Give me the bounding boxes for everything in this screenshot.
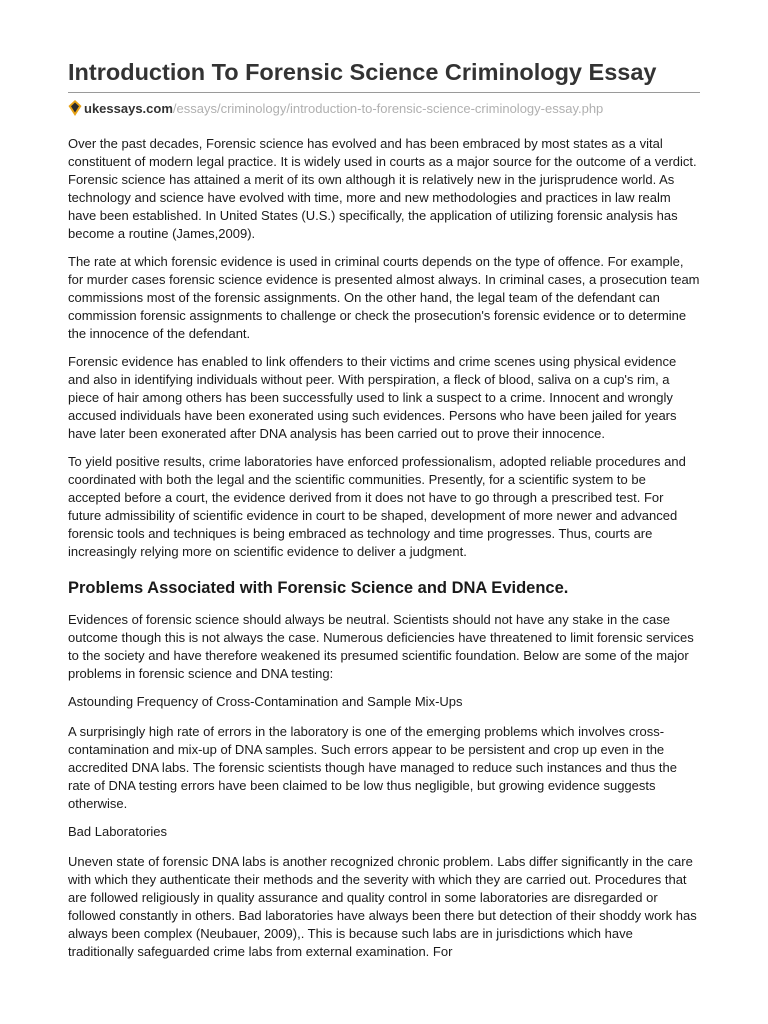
paragraph: Uneven state of forensic DNA labs is another recognized chronic problem. Labs differ significantly in the care with which they authenticate their methods and the severity with which they are carried out. Procedures that are followed religiously in quality assurance and quality control in some laboratories are disregarded or followed constantly in others. Bad laboratories have always been there but detection of their shoddy work has always been complex (Neubauer, 2009),. This is because such labs are in jurisdictions which have traditionally safeguarded crime labs from external examination. For [68,854,697,959]
paragraph: Over the past decades, Forensic science has evolved and has been embraced by most states as a vital constituent of modern legal practice. It is widely used in courts as a major source for the outcome of a verdict. Forensic science has attained a merit of its own although it is relatively new in the jurisprudence world. As technology and science have evolved with time, more and new methodologies and practices in law realm have been established. In United States (U.S.) specifically, the application of utilizing forensic analysis has become a routine (James,2009). [68,136,697,241]
paragraph: The rate at which forensic evidence is used in criminal courts depends on the type of offence. For example, for murder cases forensic science evidence is presented almost always. In criminal cases, a prosecution team commissions most of the forensic assignments. On the other hand, the legal team of the defendant can commission forensic assignments to challenge or check the prosecution's forensic evidence or to determine the innocence of the defendant. [68,254,700,341]
section-heading: Problems Associated with Forensic Science and DNA Evidence. [68,579,569,597]
title-divider [68,92,700,93]
subheading-cross-contamination: Astounding Frequency of Cross-Contamination and Sample Mix-Ups [68,694,463,709]
essay-body [68,135,700,961]
source-path[interactable]: /essays/criminology/introduction-to-forensic-science-criminology-essay.php [172,100,604,116]
ukessays-logo-icon [68,100,82,116]
essay-page [68,56,700,971]
paragraph: To yield positive results, crime laboratories have enforced professionalism, adopted reliable procedures and coordinated with both the legal and the scientific communities. Presently, for a scientific system to be accepted before a court, the evidence derived from it does not have to go through a prescribed test. For future admissibility of scientific evidence in court to be shaped, development of more newer and advanced forensic tools and techniques is being embraced as technology and time progresses. Thus, courts are increasingly relying more on scientific evidence to deliver a judgment. [68,454,686,559]
source-link[interactable] [68,99,700,117]
page-title: Introduction To Forensic Science Criminology Essay [68,59,657,85]
paragraph: Forensic evidence has enabled to link offenders to their victims and crime scenes using physical evidence and also in identifying individuals without peer. With perspiration, a fleck of blood, saliva on a cup's rim, a piece of hair among others has been successfully used to link a suspect to a crime. Innocent and wrongly accused individuals have been exonerated using such evidences. Persons who have been jailed for years have later been exonerated after DNA analysis has been carried out to prove their innocence. [68,354,677,441]
paragraph: A surprisingly high rate of errors in the laboratory is one of the emerging problems which involves cross-contamination and mix-up of DNA samples. Such errors appear to be persistent and crop up even in the accredited DNA labs. The forensic scientists though have managed to reduce such instances and thus the rate of DNA testing errors have been claimed to be low thus negligible, but growing evidence suggests otherwise. [68,724,677,811]
section-intro: Evidences of forensic science should always be neutral. Scientists should not have any stake in the case outcome though this is not always the case. Numerous deficiencies have threatened to limit forensic services to the society and have therefore weakened its presumed scientific foundation. Below are some of the major problems in forensic science and DNA testing: [68,612,694,681]
source-site[interactable]: ukessays.com [84,100,173,116]
subheading-bad-laboratories: Bad Laboratories [68,824,168,839]
